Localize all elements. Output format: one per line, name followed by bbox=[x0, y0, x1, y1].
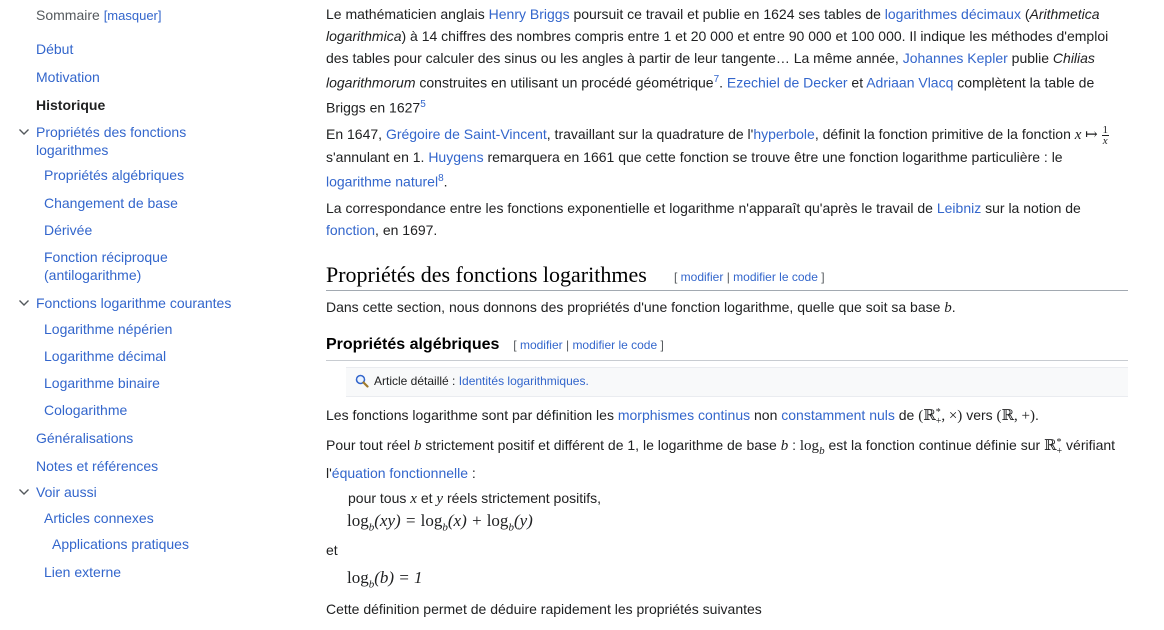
toc-item-fonctions-courantes[interactable]: Fonctions logarithme courantes bbox=[36, 295, 232, 311]
paragraph-definition: Pour tout réel b strictement positif et différent de 1, le logarithme de base b : $\log_b$ est la fonction continue définie sur ℝ * + vérifiant l'équation fonctionnelle : bbox=[326, 436, 1116, 481]
link-morphismes-continus[interactable]: morphismes continus bbox=[617, 407, 751, 423]
link-huygens[interactable]: Huygens bbox=[428, 149, 484, 165]
toc-item-voir-aussi[interactable]: Voir aussi bbox=[36, 484, 97, 500]
toc-item-articles-connexes[interactable]: Articles connexes bbox=[44, 510, 154, 526]
link-equation-fonctionnelle[interactable]: équation fonctionnelle bbox=[331, 465, 469, 481]
subsection-edit-links: [ modifier | modifier le code ] bbox=[513, 338, 664, 352]
toc-item-applications-pratiques[interactable]: Applications pratiques bbox=[52, 536, 189, 552]
link-henry-briggs[interactable]: Henry Briggs bbox=[488, 6, 570, 22]
chevron-down-icon[interactable] bbox=[18, 486, 30, 498]
paragraph-saint-vincent: En 1647, Grégoire de Saint-Vincent, travaillant sur la quadrature de l'hyperbole, définit la fonction primitive de la fonction x ↦ $\frac{1}{x}$ s'annulant en 1. Huygens remarquera en 1661 que cette fonction se trouve être une fonction logarithme particulière : le logarithme naturel$^8$. bbox=[326, 123, 1108, 190]
toc-item-historique[interactable]: Historique bbox=[36, 97, 106, 113]
hatnote-text: Article détaillé : Identités logarithmiques. bbox=[374, 374, 589, 388]
edit-link[interactable]: modifier bbox=[519, 338, 563, 352]
text-et: et bbox=[326, 542, 338, 558]
math-log-b: $\log_b$ bbox=[799, 438, 825, 457]
toc-title bbox=[36, 7, 162, 23]
toc-item-lien-externe[interactable]: Lien externe bbox=[44, 564, 122, 580]
math-mapping: x ↦ bbox=[1074, 127, 1102, 143]
toc-item-proprietes[interactable]: Propriétés des fonctions logarithmes bbox=[36, 124, 187, 158]
edit-source-link[interactable]: modifier le code bbox=[733, 270, 818, 284]
toc-item-changement-de-base[interactable]: Changement de base bbox=[44, 195, 178, 211]
section-heading bbox=[326, 262, 1128, 291]
toc-item-logarithme-neperien[interactable]: Logarithme népérien bbox=[44, 321, 173, 337]
formula-functional-equation: $\log_b(xy) = \log_b(x) + \log_b(y)$ bbox=[347, 511, 533, 534]
paragraph-briggs: Le mathématicien anglais Henry Briggs poursuit ce travail et publie en 1624 ses tables de logarithmes décimaux (Arithmetica logarithmica) à 14 chiffres des nombres compris entre 1 et 20 000 et entre 90 000 et 100 000. Il indique les méthodes d'emploi des tables pour calculer des sinus ou les angles à partir de leur tangente… La même année, Johannes Kepler publie Chilias logarithmorum construites en utilisant un procédé géométrique$^7$. Ezechiel de Decker et Adriaan Vlacq complètent la table de Briggs en 1627$^5$ bbox=[326, 6, 1109, 116]
paragraph-consequences: Cette définition permet de déduire rapidement les propriétés suivantes bbox=[326, 601, 762, 617]
formula-log-base: $\log_b(b) = 1$ bbox=[347, 568, 423, 591]
toc-item-derivee[interactable]: Dérivée bbox=[44, 222, 93, 238]
link-logarithmes-decimaux[interactable]: logarithmes décimaux bbox=[884, 6, 1021, 22]
paragraph-leibniz: La correspondance entre les fonctions exponentielle et logarithme n'apparaît qu'après le travail de Leibniz sur la notion de fonction, en 1697. bbox=[326, 200, 1081, 238]
reference-7[interactable]: 7 bbox=[713, 74, 720, 85]
link-gregoire-de-saint-vincent[interactable]: Grégoire de Saint-Vincent bbox=[385, 126, 547, 142]
subsection-divider bbox=[326, 360, 1128, 361]
link-identites-logarithmiques[interactable]: Identités logarithmiques. bbox=[458, 374, 589, 388]
toc-item-debut[interactable]: Début bbox=[36, 41, 74, 57]
paragraph-pour-tous: pour tous x et y réels strictement positifs, bbox=[348, 490, 602, 507]
paragraph-morphismes: Les fonctions logarithme sont par définition les morphismes continus non constamment nuls de (ℝ * + , ×) vers (ℝ, +). bbox=[326, 406, 1039, 427]
reference-5[interactable]: 5 bbox=[420, 98, 426, 110]
toc-item-logarithme-decimal[interactable]: Logarithme décimal bbox=[44, 348, 167, 364]
toc-title-label: Sommaire bbox=[36, 7, 100, 23]
link-fonction[interactable]: fonction bbox=[326, 222, 376, 238]
section-edit-links: [ modifier | modifier le code ] bbox=[674, 270, 825, 284]
chevron-down-icon[interactable] bbox=[18, 126, 30, 138]
link-johannes-kepler[interactable]: Johannes Kepler bbox=[902, 50, 1008, 66]
toc-item-cologarithme[interactable]: Cologarithme bbox=[44, 402, 128, 418]
link-hyperbole[interactable]: hyperbole bbox=[753, 126, 815, 142]
chevron-down-icon[interactable] bbox=[18, 297, 30, 309]
table-of-contents bbox=[0, 0, 290, 630]
toc-hide-link[interactable]: [masquer] bbox=[103, 8, 162, 23]
math-codomain: (ℝ, +) bbox=[996, 408, 1035, 424]
link-ezechiel-de-decker[interactable]: Ezechiel de Decker bbox=[726, 74, 848, 91]
hatnote bbox=[346, 367, 1128, 397]
math-domain: (ℝ * + , ×) bbox=[918, 406, 963, 427]
reference-8[interactable]: 8 bbox=[438, 173, 444, 184]
section-title: Propriétés des fonctions logarithmes bbox=[326, 262, 647, 287]
edit-source-link[interactable]: modifier le code bbox=[572, 338, 658, 352]
link-logarithme-naturel[interactable]: logarithme naturel bbox=[326, 173, 439, 190]
toc-item-notes-references[interactable]: Notes et références bbox=[36, 458, 159, 474]
subsection-title: Propriétés algébriques bbox=[326, 336, 500, 353]
math-r-plus-star: ℝ * + bbox=[1044, 436, 1063, 457]
toc-item-motivation[interactable]: Motivation bbox=[36, 69, 100, 85]
link-adriaan-vlacq[interactable]: Adriaan Vlacq bbox=[866, 74, 954, 91]
toc-item-logarithme-binaire[interactable]: Logarithme binaire bbox=[44, 375, 160, 391]
section-intro: Dans cette section, nous donnons des propriétés d'une fonction logarithme, quelle que soit sa base b. bbox=[326, 299, 956, 316]
edit-link[interactable]: modifier bbox=[680, 270, 724, 284]
toc-item-generalisations[interactable]: Généralisations bbox=[36, 430, 134, 446]
subsection-heading bbox=[326, 336, 1128, 362]
link-leibniz[interactable]: Leibniz bbox=[936, 200, 982, 216]
toc-item-fonction-reciproque[interactable]: Fonction réciproque (antilogarithme) bbox=[44, 249, 168, 283]
magnifier-icon bbox=[355, 374, 369, 388]
toc-item-proprietes-algebriques[interactable]: Propriétés algébriques bbox=[44, 167, 185, 183]
math-fraction: $\frac{1}{x}$ bbox=[1102, 123, 1108, 147]
link-constamment-nuls[interactable]: constamment nuls bbox=[781, 407, 895, 423]
